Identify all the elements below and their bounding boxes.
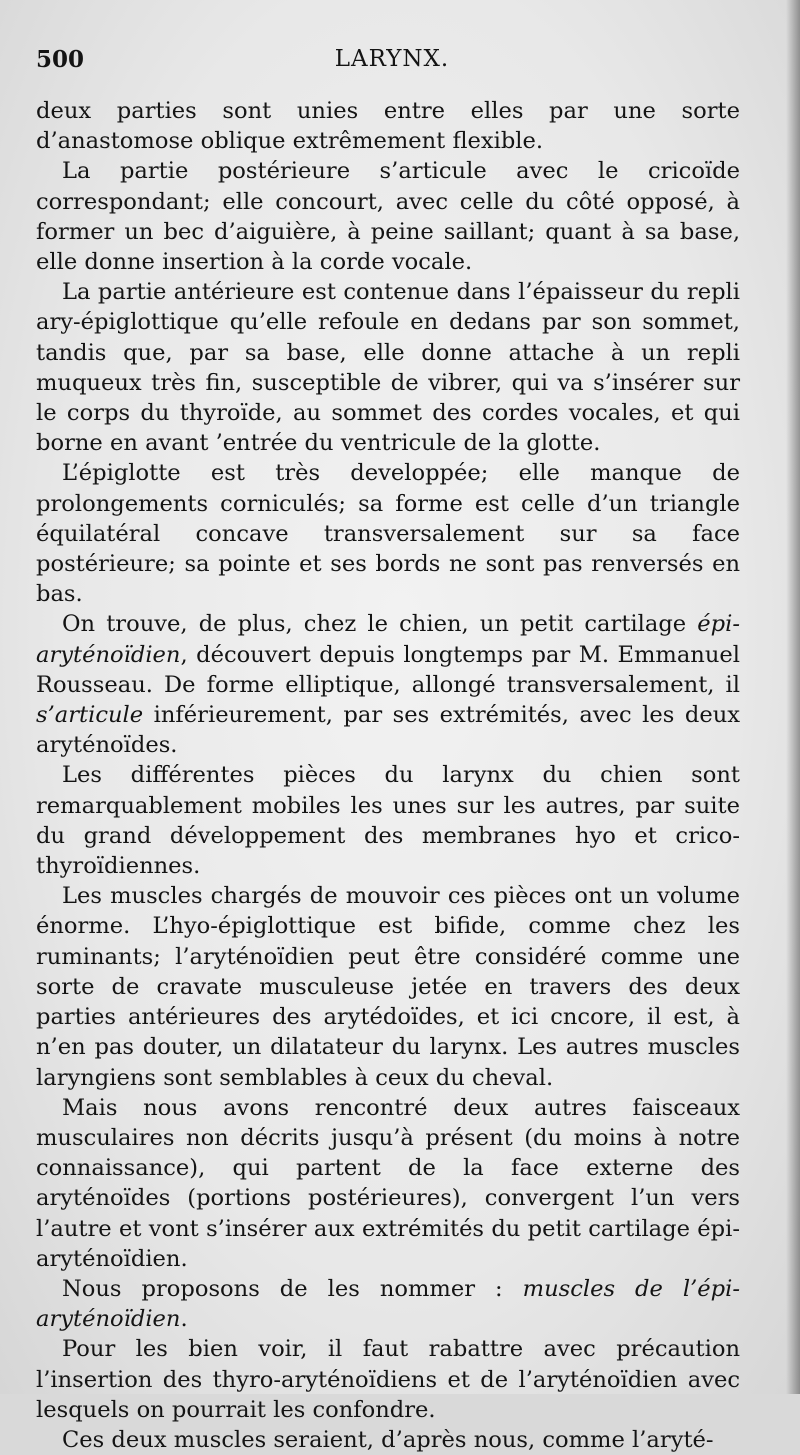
italic-term: épi-aryténoïdien xyxy=(36,611,740,668)
text-run: , découvert depuis longtemps par M. Emmanuel Rousseau. De forme elliptique, allongé transversalement, il xyxy=(36,641,740,698)
text-run: Mais nous avons rencontré deux autres faisceaux musculaires non décrits jusqu’à présent (du moins à notre connaissance), qui partent de la face externe des aryténoïdes (portions postérieures), convergent l’un vers l’autre et vont s’insérer aux extrémités du petit cartilage épi-aryténoïdien. xyxy=(36,1094,740,1272)
italic-term: muscles de l’épi-aryténoïdien xyxy=(36,1275,741,1333)
text-run: Nous proposons de les nommer : xyxy=(62,1275,523,1302)
body-text xyxy=(36,96,740,1455)
text-run: La partie antérieure est contenue dans l’épaisseur du repli ary-épiglottique qu’elle refoule en dedans par son sommet, tandis que, par sa base, elle donne attache à un repli muqueux très fin, susceptible de vibrer, qui va s’insérer sur le corps du thyroïde, au sommet des cordes vocales, et qui borne en avant ’entrée du ventricule de la glotte. xyxy=(36,279,740,457)
text-run: deux parties sont unies entre elles par une sorte d’anastomose oblique extrêmement flexible. xyxy=(36,98,740,155)
text-run: Les muscles chargés de mouvoir ces pièces ont un volume énorme. L’hyo-épiglottique est bifide, comme chez les ruminants; l’aryténoïdien peut être considéré comme une sorte de cravate musculeuse jetée en travers des deux parties antérieures des arytédoïdes, et ici cncore, il est, à n’en pas douter, un dilatateur du larynx. Les autres muscles laryngiens sont semblables à ceux du cheval. xyxy=(36,883,740,1091)
text-run: Pour les bien voir, il faut rabattre avec précaution l’insertion des thyro-aryténoïdiens et de l’aryténoïdien avec lesquels on pourrait les confondre. xyxy=(36,1336,740,1423)
running-title: LARYNX. xyxy=(334,46,450,72)
paragraph-5 xyxy=(36,760,740,881)
paragraph-4 xyxy=(36,609,740,760)
paragraph-8 xyxy=(36,1274,740,1334)
text-run: Ces deux muscles seraient, d’après nous, comme l’aryté- xyxy=(62,1426,714,1453)
text-run: L’épiglotte est très developpée; elle manque de prolongements corniculés; sa forme est celle d’un triangle équilatéral concave transversalement sur sa face postérieure; sa pointe et ses bords ne sont pas renversés en bas. xyxy=(36,460,740,608)
page-header xyxy=(36,46,748,76)
text-run: . xyxy=(180,1306,188,1333)
text-run: inférieurement, par ses extrémités, avec les deux aryténoïdes. xyxy=(36,702,740,759)
text-run: Les différentes pièces du larynx du chien sont remarquablement mobiles les unes sur les autres, par suite du grand développement des membranes hyo et crico-thyroïdiennes. xyxy=(36,762,740,880)
page-number: 500 xyxy=(36,46,85,73)
page-edge-shadow xyxy=(786,0,800,1394)
italic-term: s’articule xyxy=(36,702,144,729)
paragraph-7 xyxy=(36,1093,740,1274)
paragraph-2 xyxy=(36,277,740,458)
text-run: La partie postérieure s’articule avec le cricoïde correspondant; elle concourt, avec celle du côté opposé, à former un bec d’aiguière, à peine saillant; quant à sa base, elle donne insertion à la corde vocale. xyxy=(36,158,740,276)
paragraph-0 xyxy=(36,96,740,156)
paragraph-1 xyxy=(36,156,740,277)
paragraph-9 xyxy=(36,1334,740,1425)
paragraph-6 xyxy=(36,881,740,1092)
paragraph-3 xyxy=(36,458,740,609)
text-run: On trouve, de plus, chez le chien, un petit cartilage xyxy=(62,611,698,638)
paragraph-10 xyxy=(36,1425,740,1455)
